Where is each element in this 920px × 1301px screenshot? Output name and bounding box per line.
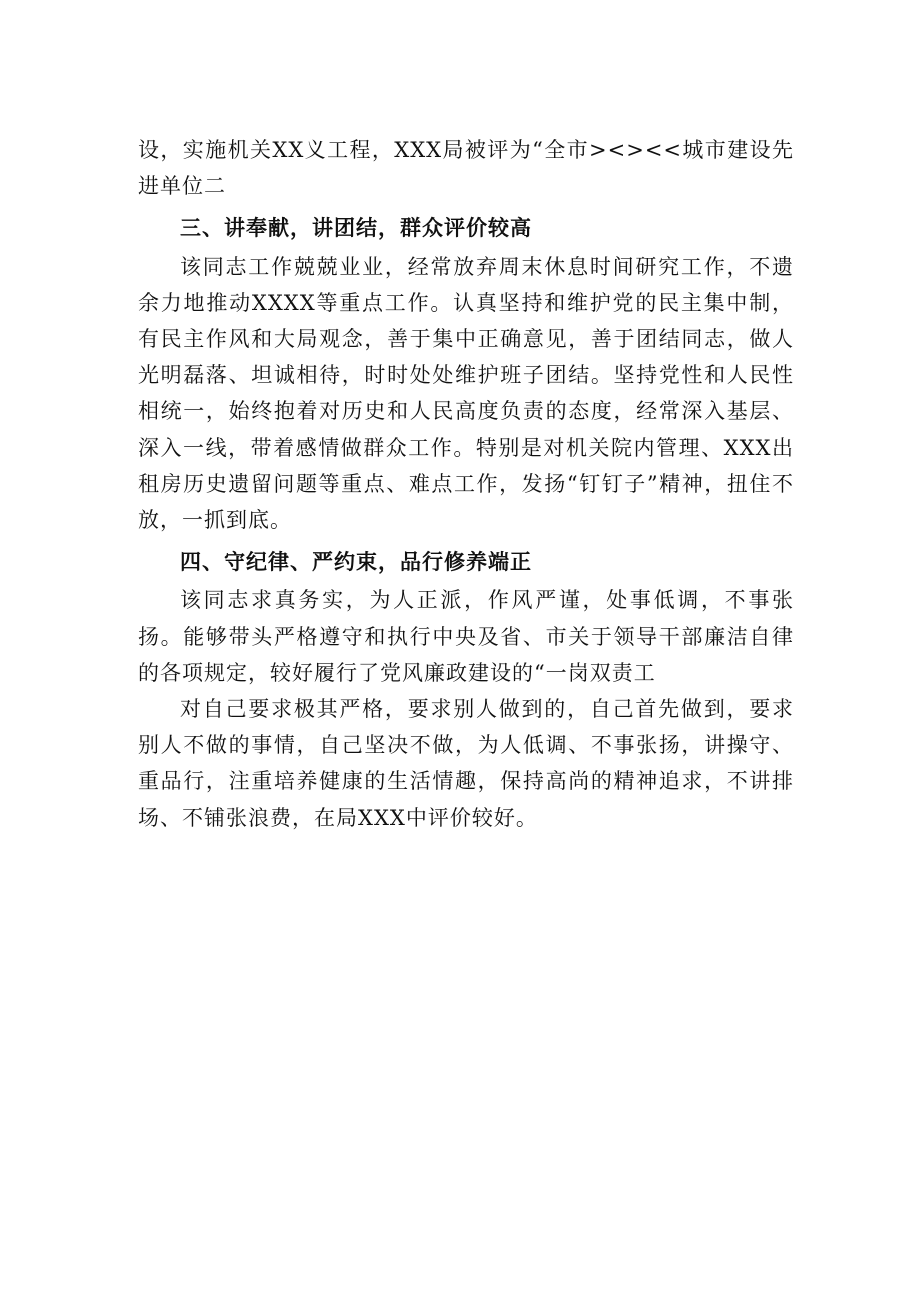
paragraph-section-4b: 对自己要求极其严格，要求别人做到的，自己首先做到，要求别人不做的事情，自己坚决不做，为人低调、不事张扬，讲操守、重品行，注重培养健康的生活情趣，保持高尚的精神追求，不讲排场、不铺张浪费，在局XXX中评价较好。 <box>138 697 794 830</box>
paragraph-section-4a: 该同志求真务实，为人正派，作风严谨，处事低调，不事张扬。能够带头严格遵守和执行中央及省、市关于领导干部廉洁自律的各项规定，较好履行了党风廉政建设的“一岗双责工 <box>138 588 794 685</box>
section-heading-4: 四、守纪律、严约束，品行修养端正 <box>180 550 532 575</box>
paragraph-section-3: 该同志工作兢兢业业，经常放弃周末休息时间研究工作，不遗余力地推动XXXX等重点工作。认真坚持和维护党的民主集中制，有民主作风和大局观念，善于集中正确意见，善于团结同志，做人光明磊落、坦诚相待，时时处处维护班子团结。坚持党性和人民性相统一，始终抱着对历史和人民高度负责的态度，经常深入基层、深入一线，带着感情做群众工作。特别是对机关院内管理、XXX出租房历史遗留问题等重点、难点工作，发扬“钉钉子”精神，扭住不放，一抓到底。 <box>138 254 794 533</box>
paragraph-continuation: 设，实施机关XX义工程，XXX局被评为“全市><><<城市建设先进单位二 <box>138 138 794 199</box>
document-body <box>138 132 794 836</box>
section-heading-3: 三、讲奉献，讲团结，群众评价较高 <box>180 216 532 241</box>
